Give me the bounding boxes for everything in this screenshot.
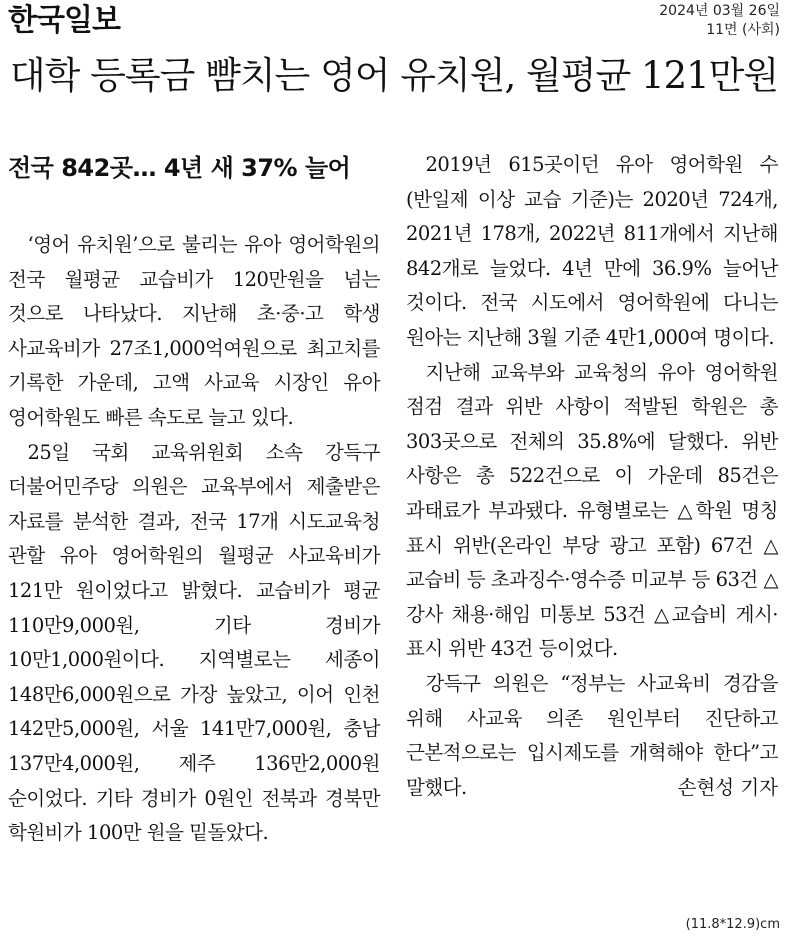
body-paragraph: 25일 국회 교육위원회 소속 강득구 더불어민주당 의원은 교육부에서 제출받은 자료를 분석한 결과, 전국 17개 시도교육청 관할 유아 영어학원의 월평균 사교육비가 121만 원이었다고 밝혔다. 교습비가 평균 110만9,000원, 기타 경비가 10만1,000원이다. 지역별로는 세종이 148만6,000원으로 가장 높았고, 이어 인천 142만5,000원, 서울 141만7,000원, 충남 137만4,000원, 제주 136만2,000원 순이었다. 기타 경비가 0원인 전북과 경북만 학원비가 100만 원을 밑돌았다. [8,440,380,845]
left-column [8,148,380,851]
body-paragraph: ‘영어 유치원’으로 불리는 유아 영어학원의 전국 월평균 교습비가 120만원을 넘는 것으로 나타났다. 지난해 초·중·고 학생 사교육비가 27조1,000억여원으로 최고치를 기록한 가운데, 고액 사교육 시장인 유아 영어학원도 빠른 속도로 늘고 있다. [8,233,380,429]
body-paragraph: 2019년 615곳이던 유아 영어학원 수(반일제 이상 교습 기준)는 2020년 724개, 2021년 178개, 2022년 811개에서 지난해 842개로 늘었다. 4년 만에 36.9% 늘어난 것이다. 전국 시도에서 영어학원에 다니는 원아는 지난해 3월 기준 4만1,000여 명이다. [406,153,778,349]
article-size-note: (11.8*12.9)cm [685,917,780,932]
right-column [406,148,778,805]
article-meta [659,2,780,40]
page-section: 11면 (사회) [706,22,780,38]
byline: 손현성 기자 [677,775,778,799]
body-paragraph: 지난해 교육부와 교육청의 유아 영어학원 점검 결과 위반 사항이 적발된 학원은 총 303곳으로 전체의 35.8%에 달했다. 위반 사항은 총 522건으로 이 가운데 85건은 과태료가 부과됐다. 유형별로는 △학원 명칭 표시 위반(온라인 부당 광고 포함) 67건 △교습비 등 초과징수·영수증 미교부 등 63건 △강사 채용·해임 미통보 53건 △교습비 게시·표시 위반 43건 등이었다. [406,360,778,661]
body-paragraph: 강득구 의원은 “정부는 사교육비 경감을 위해 사교육 의존 원인부터 진단하고 근본적으로는 입시제도를 개혁해야 한다”고 말했다. [406,671,778,799]
headline: 대학 등록금 뺨치는 영어 유치원, 월평균 121만원 [9,54,779,97]
subheadline: 전국 842곳… 4년 새 37% 늘어 [8,154,351,182]
publication-date: 2024년 03월 26일 [659,3,780,19]
newspaper-masthead: 한국일보 [8,3,120,38]
